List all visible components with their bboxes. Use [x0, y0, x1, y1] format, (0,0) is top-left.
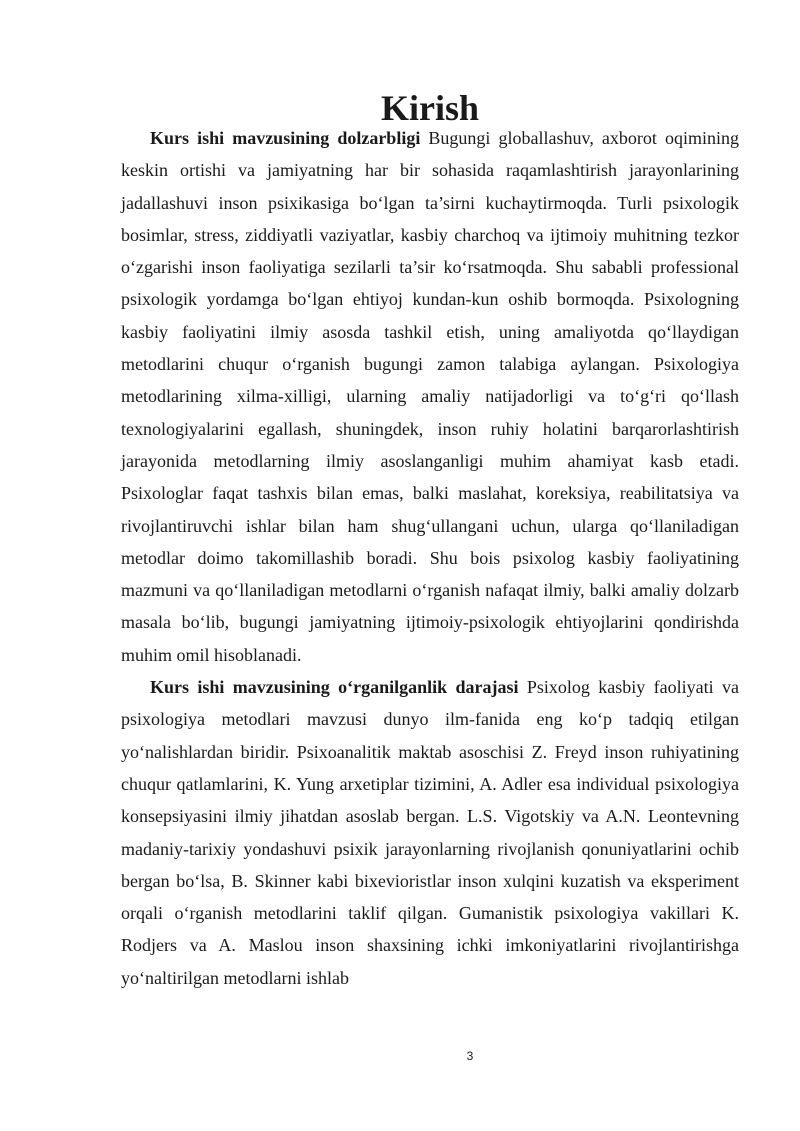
paragraph-study-level [121, 671, 739, 994]
page-number: 3 [466, 1049, 474, 1063]
paragraph-lead: Kurs ishi mavzusining dolzarbligi [150, 128, 421, 148]
paragraph-body: Bugungi globallashuv, axborot oqimining keskin ortishi va jamiyatning har bir sohasida raqamlashtirish jarayonlarining jadallashuvi inson psixikasiga bo‘lgan ta’sirni kuchaytirmoqda. Turli psixologik bosimlar, stress, ziddiyatli vaziyatlar, kasbiy charchoq va ijtimoiy muhitning tezkor o‘zgarishi inson faoliyatiga sezilarli ta’sir ko‘rsatmoqda. Shu sababli professional psixologik yordamga bo‘lgan ehtiyoj kundan-kun oshib bormoqda. Psixologning kasbiy faoliyatini ilmiy asosda tashkil etish, uning amaliyotda qo‘llaydigan metodlarini chuqur o‘rganish bugungi zamon talabiga aylangan. Psixologiya metodlarining xilma-xilligi, ularning amaliy natijadorligi va to‘g‘ri qo‘llash texnologiyalarini egallash, shuningdek, inson ruhiy holatini barqarorlashtirish jarayonida metodlarning ilmiy asoslanganligi muhim ahamiyat kasb etadi. Psixologlar faqat tashxis bilan emas, balki maslahat, koreksiya, reabilitatsiya va rivojlantiruvchi ishlar bilan ham shug‘ullangani uchun, ularga qo‘llaniladigan metodlar doimo takomillashib boradi. Shu bois psixolog kasbiy faoliyatining mazmuni va qo‘llaniladigan metodlarni o‘rganish nafaqat ilmiy, balki amaliy dolzarb masala bo‘lib, bugungi jamiyatning ijtimoiy-psixologik ehtiyojlarini qondirishda muhim omil hisoblanadi. [121, 128, 739, 665]
paragraph-relevance [121, 122, 739, 671]
page-content [121, 90, 739, 994]
section-title: Kirish [380, 88, 479, 128]
paragraph-body: Psixolog kasbiy faoliyati va psixologiya metodlari mavzusi dunyo ilm-fanida eng ko‘p tadqiq etilgan yo‘nalishlardan biridir. Psixoanalitik maktab asoschisi Z. Freyd inson ruhiyatining chuqur qatlamlarini, K. Yung arxetiplar tizimini, A. Adler esa individual psixologiya konsepsiyasini ilmiy jihatdan asoslab bergan. L.S. Vigotskiy va A.N. Leontevning madaniy-tarixiy yondashuvi psixik jarayonlarning rivojlanish qonuniyatlarini ochib bergan bo‘lsa, B. Skinner kabi bixevioristlar inson xulqini kuzatish va eksperiment orqali o‘rganish metodlarini taklif qilgan. Gumanistik psixologiya vakillari K. Rodjers va A. Maslou inson shaxsining ichki imkoniyatlarini rivojlantirishga yo‘naltirilgan metodlarni ishlab [121, 677, 739, 988]
paragraph-lead: Kurs ishi mavzusining o‘rganilganlik darajasi [150, 677, 519, 698]
